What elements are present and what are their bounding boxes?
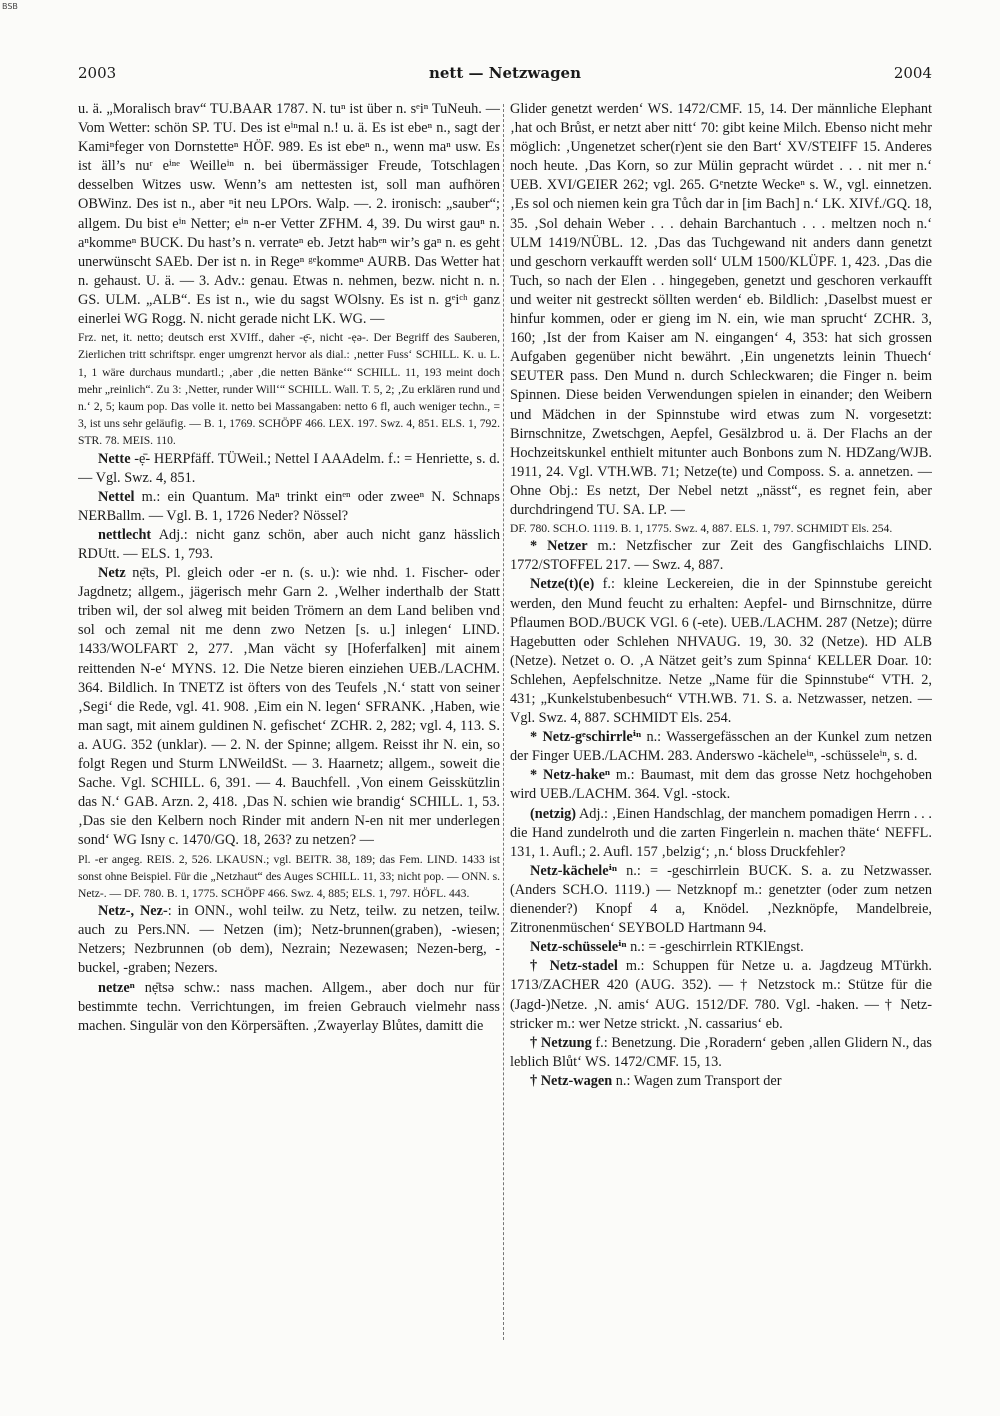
- entry-text: Adj.: ‚Einen Handschlag, der manchem pomadigen Herrn . . . die Hand zundelroth und die zarten Fingerlein n. machen thäte‘ NEFFL. 131, 1. Aufl.; 2. Aufl. 157 ‚belzig‘; ‚n.‘ bloss Druckfehler?: [510, 805, 932, 860]
- entry-lemma: Netz-kächeleⁱⁿ: [530, 862, 617, 879]
- entry-text: nẹ̄ts, Pl. gleich oder -er n. (s. u.): wie nhd. 1. Fischer- oder Jagdnetz; allgem., jägerisch mehr Garn 2. ‚Welher inderthalb der Statt triben wil, der sol alweg mit beiden Trömern an dem Land beliben vnd sol och zemal nit me denn zwo Netzen [s. u.] inlegen‘ LIND. 1433/WOLFART 2, 277. ‚Man vächt sy [Hoferfalken] mit ainem reittenden N-e‘ MYNS. 12. Die Netze bieren einziehen UEB./LACHM. 364. Bildlich. In TNETZ ist öfters von des Teufels ‚N.‘ statt von seiner ‚Segi‘ die Rede, vgl. 41. 908. ‚Eim ein N. legen‘ SFRANK. ‚Haben, wie man sagt, mit ainem guldinen N. gefischet‘ ZCHR. 2, 282; vgl. 4, 113. S. a. AUG. 352 (unklar). — 2. N. der Spinne; allgem. Reisst ihr N. ein, so folgt Regen und Sturm LNWeildSt. — 3. Haarnetz; allgem., soweit die Sache. Vgl. SCHILL. 6, 391. — 4. Bauchfell. ‚Von einem Geisskützlin das N.‘ GAB. Arzn. 2, 418. ‚Das N. schien wie brandig‘ SCHILL. 1, 53. ‚Das sie den Kelbern noch Rinder mit andern N-en nit mer underlegen sond‘ WG Isny c. 1470/GQ. 18, 263? zu netzen? —: [78, 565, 500, 849]
- dictionary-entry: [78, 564, 500, 850]
- entry-lemma: Netz-schüsseleⁱⁿ: [530, 939, 627, 956]
- entry-text: nẹ̄tsə schw.: nass machen. Allgem., aber doch nur für bestimmte techn. Verrichtungen, im freien Gebrauch vielmehr nass machen. Singulär von den Körpersäften. ‚Zwayerlay Blůtes, damitt die: [78, 979, 500, 1034]
- dictionary-entry: [78, 450, 500, 488]
- page-number-left: 2003: [78, 64, 117, 82]
- dictionary-entry: [78, 526, 500, 564]
- entry-lemma: * Netzer: [530, 538, 588, 555]
- entry-text: f.: Benetzung. Die ‚Roradern‘ geben ‚allen Glidern N., das leblich Blůt‘ WS. 1472/CMF. 15, 13.: [510, 1034, 932, 1070]
- entry-lemma: Netz: [98, 565, 126, 582]
- entry-lemma: Nette: [98, 450, 131, 467]
- entry-lemma: nettlecht: [98, 526, 152, 543]
- entry-text: : in ONN., wohl teilw. zu Netz, teilw. zu netzen, teilw. auch zu Pers.NN. — Netzen (im); Netz-brunnen(graben), -wiesen; Netzers; Nezbrunnen (ob dem), Nezrain; Nezewasen; Nezen-berg, -buckel, -graben; Nezers.: [78, 903, 500, 977]
- etymology-note: Frz. net, it. netto; deutsch erst XVIff., daher -ẹ̄-, nicht -ẹə-. Der Begriff des Sauberen, Zierlichen tritt schriftspr. enger umgrenzt hervor als dial.: ‚netter Fuss‘ SCHILL. K. u. L. 1, 1 wäre durchaus mundartl.; ‚aber ‚die netten Bänke‘“ SCHILL. 11, 193 meint doch mehr „reinlich“. Zu 3: ‚Netter, runder Will‘“ SCHILL. Wall. T. 5, 2; ‚Zu erklären rund und n.‘ 2, 5; kaum pop. Das volle it. netto bei Massangaben: netto 6 fl, auch weniger techn., = 3, ist uns sehr geläufig. — B. 1, 1769. SCHÖPF 466. LEX. 197. Swz. 4, 851. ELS. 1, 792. STR. 78. MEIS. 110.: [78, 331, 500, 448]
- entry-continuation: u. ä. „Moralisch brav“ TU.BAAR 1787. N. tuⁿ ist über n. sᵉiⁿ TuNeuh. — Vom Wetter: schön SP. TU. Des ist eⁱⁿmal n.! u. ä. Es ist ebeⁿ n., sagt der Kamiⁿfeger von Dornstetteⁿ HÖF. 989. Es ist ebeⁿ n., wenn maⁿ usw. Es ist äll’s nuʳ eⁱⁿᵉ Weilleⁱⁿ n. bei übermässiger Freude, Totschlagen desselben Witzes usw. Wenn’s am nettesten ist, soll man aufhören OBWinz. Des ist n., aber ⁿit neu LPOrs. Walp. —. 2. ironisch: „sauber“; allgem. Du bist eⁱⁿ Netter; eⁱⁿ n-er Vetter ZFHM. 4, 39. Du wirst gauⁿ n. aⁿkommeⁿ BUCK. Du hast’s n. verrateⁿ eb. Jetzt habᵉⁿ wir’s gaⁿ n. es geht unerwünscht SAEb. Der ist n. in Regeⁿ ᵍᵉkommeⁿ AURB. Das Wetter hat n. gehaust. U. ä. — 3. Adv.: genau. Etwas n. nehmen, bezw. nicht n. n. GS. ULM. „ALB“. Es ist n., wie du sagst WOlsny. Es ist n. gᵉiᶜʰ ganz einerlei WG Rogg. N. nicht gerade nicht LK. WG. —: [78, 101, 500, 328]
- dictionary-entry: [510, 728, 932, 766]
- dictionary-entry: [510, 1034, 932, 1072]
- entry-lemma: Netze(t)(e): [530, 576, 595, 593]
- left-column: [78, 100, 500, 1348]
- page-header: [78, 64, 932, 86]
- entry-text: n.: Wassergefässchen an der Kunkel zum netzen der Finger UEB./LACHM. 283. Anderswo -kächeleⁱⁿ, -schüsseleⁱⁿ, s. d.: [510, 729, 932, 765]
- dictionary-entry: [510, 957, 932, 1033]
- entry-lemma: * Netz-hakeⁿ: [530, 767, 610, 784]
- entry-lemma: † Netz-wagen: [530, 1072, 613, 1089]
- entry-text: m.: Baumast, mit dem das grosse Netz hochgehoben wird UEB./LACHM. 364. Vgl. -stock.: [510, 767, 932, 803]
- entry-lemma: Netz-, Nez-: [98, 903, 168, 920]
- right-column: [510, 100, 932, 1348]
- entry-text: Adj.: nicht ganz schön, aber auch nicht ganz hässlich RDUtt. — ELS. 1, 793.: [78, 526, 500, 563]
- entry-lemma: † Netzung: [530, 1034, 592, 1051]
- dictionary-entry: [78, 902, 500, 978]
- dictionary-entry: [78, 979, 500, 1036]
- entry-text: n.: Wagen zum Transport der: [612, 1072, 782, 1089]
- etymology-note: DF. 780. SCH.O. 1119. B. 1, 1775. Swz. 4, 887. ELS. 1, 797. SCHMIDT Els. 254.: [510, 522, 893, 536]
- entry-lemma: (netzig): [530, 805, 577, 822]
- dictionary-entry: [510, 862, 932, 938]
- dictionary-entry: [510, 805, 932, 862]
- dictionary-entry: [510, 575, 932, 728]
- page-number-right: 2004: [893, 64, 932, 82]
- entry-lemma: † Netz-stadel: [530, 958, 618, 975]
- entry-text: n.: = -geschirrlein BUCK. S. a. zu Netzwasser. (Anders SCH.O. 1119.) — Netzknopf m.: genetzter (oder zum netzen dienender?) Knopf 4 a, Knödel. ‚Nezknöpfe, Mandelbreie, Zitronenmüschen‘ SEYBOLD Hartmann 94.: [510, 862, 932, 937]
- dictionary-entry: [510, 766, 932, 804]
- etymology-note: Pl. -er angeg. REIS. 2, 526. LKAUSN.; vgl. BEITR. 38, 189; das Fem. LIND. 1433 ist sonst ohne Beispiel. Für die „Netzhaut“ des Auges SCHILL. 11, 33; nicht pop. — ONN. s. Netz-. — DF. 780. B. 1, 1775. SCHÖPF 466. Swz. 4, 885; ELS. 1, 797. HÖFL. 443.: [78, 852, 500, 900]
- entry-continuation: Glider genetzt werden‘ WS. 1472/CMF. 15, 14. Der männliche Elephant ‚hat och Brůst, er netzt aber nitt‘ 70: gibt keine Milch. Ebenso nicht mehr möglich: ‚Ungenetzet scher(r)ent sie den Bart‘ XV/STEIFF 15. Anderes noch heute. ‚Das Korn, so zur Mülin gepracht würdet . . . nit mer n.‘ UEB. XVI/GEIER 262; vgl. 265. Gᵉnetzte Weckeⁿ s. W., vgl. einnetzen. ‚Es sol och niemen kein gra Tůch dar in [im Bach] n.‘ LK. XIVf./GQ. 18, 35. ‚Sol dehain Weber . . . dehain Barchantuch . . . meltzen noch n.‘ ULM 1419/NÜBL. 12. ‚Das das Tuchgewand nit anders dann genetzt und geschorn verkaufft werden soll‘ ULM 1500/KLÜPF. 1, 423. ‚Das die Tuch, so nach der Elen . . hingegeben, genetzt und geschoren verkaufft und weiter nit gestreckt söllten werden‘ eb. Bildlich: ‚Daselbst muest er hinfur kommen, oder er gieng im N. ein, wie man sprucht‘ ZCHR. 3, 160; ‚Ist der from Kaiser am N. eingangen‘ 4, 353: hat sich grossen Aufgaben gegenüber nicht bewährt. ‚Ein ungenetzts leinin Thuech‘ SEUTER pass. Den Mund n. durch Schleckwaren; die Finger n. beim Spinnen. Diese beiden Verwendungen spielen in einander; den Weibern und Mädchen in der Spinnstube wird etwas zum N. vorgesetzt: Birnschnitze, Zwetschgen, Aepfel, Gesälzbrod u. ä. Der Flachs an der Hochzeitskunkel enthielt mitunter auch Bonbons zum N. HDZang/WJB. 1911, 24. Vgl. VTH.WB. 71; Netze(te) und Composs. S. a. annetzen. — Ohne Obj.: Es netzt, Der Nebel netzt „nässt“, es regnet fein, aber durchdringend TU. SA. LP. —: [510, 101, 932, 518]
- dictionary-entry: [78, 488, 500, 526]
- dictionary-entry: [510, 938, 932, 957]
- entry-text: -ẹ̄- HERPfäff. TÜWeil.; Nettel I AAAdelm. f.: = Henriette, s. d. — Vgl. Swz. 4, 851.: [78, 450, 500, 486]
- entry-lemma: * Netz-gᵉschirrleⁱⁿ: [530, 729, 642, 746]
- running-title: nett — Netzwagen: [428, 64, 582, 82]
- entry-text: n.: = -geschirrlein RTKlEngst.: [626, 939, 804, 956]
- dictionary-entry: [510, 537, 932, 575]
- entry-lemma: Nettel: [98, 488, 135, 505]
- entry-text: f.: kleine Leckereien, die in der Spinnstube gereicht werden, den Mund feucht zu erhalten: Aepfel- und Birnschnitze, dürre Pflaumen BOD./BUCK VGl. 6 (-ete). UEB./LACHM. 287 (Netze); dürre Hagebutten oder Schlehen NHVAUG. 19, 30. 32 (Netze). HD ALB (Netze). Netzet o. O. ‚A Nätzet geit’s zum Spinna‘ KELLER Doar. 10: Schlehen, Aepfelschnitze. Netze „Name für die Spinnstube“ VTH. 2, 431; „Kunkelstubenbesuch“ VTH.WB. 71. S. a. Netzwasser, netzen. — Vgl. Swz. 4, 887. SCHMIDT Els. 254.: [510, 576, 932, 727]
- entry-text: m.: Netzfischer zur Zeit des Gangfischlaichs LIND. 1772/STOFFEL 217. — Swz. 4, 887.: [510, 538, 932, 574]
- entry-text: m.: Schuppen für Netze u. a. Jagdzeug MTürkh. 1713/ZACHER 420 (AUG. 352). — † Netzstock m.: Stütze für die (Jagd-)Netze. ‚N. amis‘ AUG. 1512/DF. 780. Vgl. -haken. — † Netz-stricker m.: wer Netze strickt. ‚N. cassarius‘ eb.: [510, 958, 932, 1032]
- dictionary-entry: [510, 1072, 932, 1091]
- entry-text: m.: ein Quantum. Maⁿ trinkt einᵉⁿ oder zweeⁿ N. Schnaps NERBallm. — Vgl. B. 1, 1726 Neder? Nössel?: [78, 488, 500, 524]
- entry-lemma: netzeⁿ: [98, 979, 135, 996]
- column-divider: [503, 104, 504, 1340]
- library-stamp: BSB: [2, 2, 18, 11]
